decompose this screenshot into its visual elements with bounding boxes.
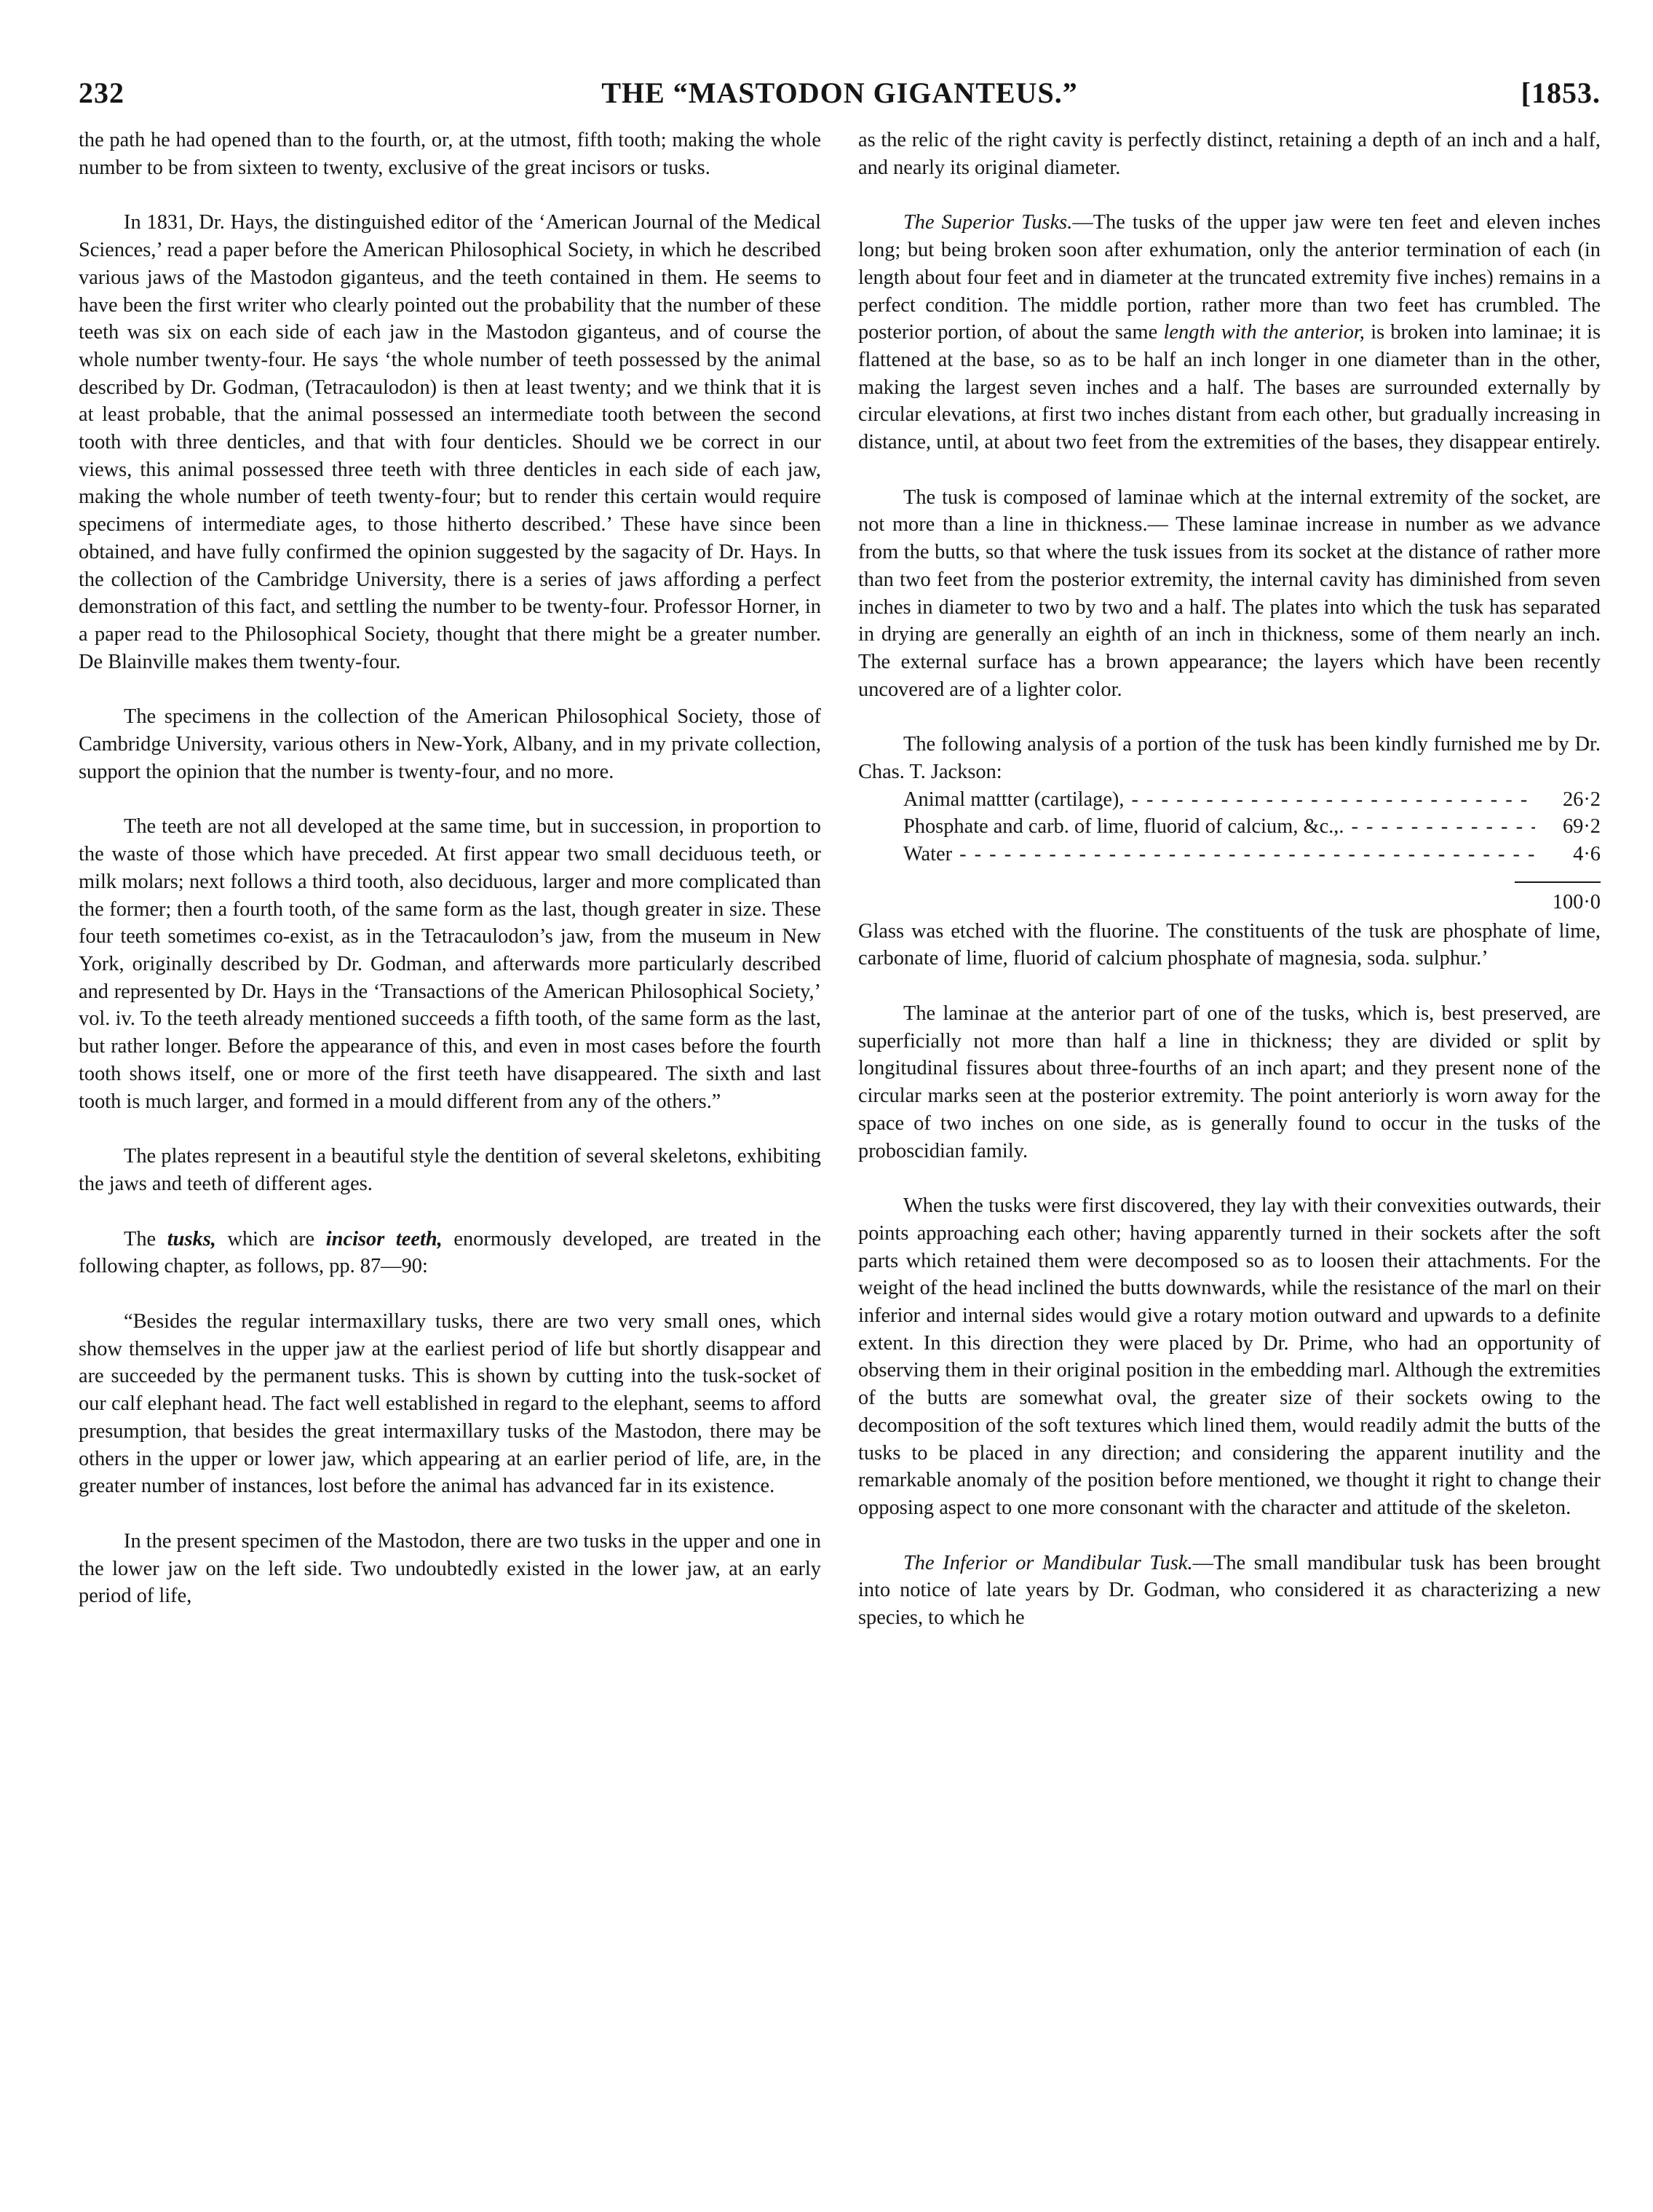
section-heading-superior-tusks: The Superior Tusks. — [903, 211, 1073, 234]
page-header — [79, 70, 1601, 116]
analysis-label: Phosphate and carb. of lime, fluorid of calcium, &c.,. — [903, 815, 1344, 839]
analysis-label: Animal mattter (cartilage), — [903, 788, 1125, 811]
left-column — [79, 127, 821, 1632]
two-column-body — [79, 127, 1601, 1632]
text-run: enormously developed, are treated in the following chapter, as follows, pp. 87—90: — [79, 1227, 821, 1278]
paragraph: In 1831, Dr. Hays, the distinguished editor of the ‘American Journal of the Medical Sciences,’ read a paper before the American Philosophical Society, in which he described various jaws of the Mastodon giganteus, and the teeth contained in them. He seems to have been the first writer who clearly pointed out the probability that the number of these teeth was six on each side of each jaw in the Mastodon giganteus, and of course the whole number twenty-four. He says ‘the whole number of teeth possessed by the animal described by Dr. Godman, (Tetracaulodon) is then at least twenty; and we think that it is at least probable, that the animal possessed an intermediate tooth between the second tooth with three denticles, and that with four denticles. Should we be correct in our views, this animal possessed three teeth with three denticles in each side of each jaw, making the whole number of teeth twenty-four; but to render this certain would require specimens of intermediate ages, to those hitherto described.’ These have since been obtained, and have fully confirmed the opinion suggested by the sagacity of Dr. Hays. In the collection of the Cambridge University, there is a series of jaws affording a perfect demonstration of this fact, and settling the number to be twenty-four. Professor Horner, in a paper read to the Philosophical Society, thought that there might be a greater number. De Blainville makes them twenty-four. — [79, 211, 821, 673]
analysis-value: 69·2 — [1562, 815, 1601, 839]
paragraph: When the tusks were first discovered, they lay with their convexities outwards, their points approaching each other; having apparently turned in their sockets after the soft parts which retained them were decomposed so as to loosen their attachments. For the weight of the head inclined the butts downwards, while the resistance of the marl on their inferior and internal sides would give a rotary motion outward and upwards to a definite extent. In this direction they were placed by Dr. Prime, who had an opportunity of observing them in their original position in the embedding marl. Although the extremities of the butts are somewhat oval, the greater size of their sockets owing to the decomposition of the soft textures which lined them, would readily admit the butts of the tusks to be placed in any direction; and considering the apparent inutility and the remarkable anomaly of the position before mentioned, we thought it right to change their opposing aspect to one more consonant with the character and attitude of the skeleton. — [858, 1194, 1601, 1519]
text-run: is broken into laminae; it is flattened at the base, so as to be half an inch longer in one diameter than in the other, making the largest seven inches and a half. The bases are surrounded externally by circular elevations, at first two inches distant from each other, but gradually increasing in distance, until, at about two feet from the extremities of the bases, they disappear entirely. — [858, 321, 1601, 454]
total-rule — [1515, 881, 1601, 883]
analysis-value: 26·2 — [1562, 788, 1601, 811]
right-column — [858, 127, 1601, 1632]
text-run: —The tusks of the upper jaw were ten feet and eleven inches long; but being broken soon after exhumation, only the anterior termination of each (in length about four feet and in diameter at the truncated extremity five inches) remains in a perfect condition. The middle portion, rather more than two feet has crumbled. The posterior portion, of about the same — [858, 211, 1601, 344]
dot-leader — [1352, 813, 1536, 841]
section-heading-inferior-tusk: The Inferior or Mandibular Tusk. — [903, 1551, 1193, 1574]
dot-leader — [1131, 786, 1535, 814]
italic-term: length with the anterior, — [1163, 321, 1365, 344]
paragraph: The plates represent in a beautiful style the dentition of several skeletons, exhibiting the jaws and teeth of different ages. — [79, 1145, 821, 1195]
paragraph: The specimens in the collection of the American Philosophical Society, those of Cambridge University, various others in New-York, Albany, and in my private collection, support the opinion that the number is twenty-four, and no more. — [79, 705, 821, 783]
analysis-total: 100·0 — [1552, 890, 1601, 913]
running-title: THE “MASTODON GIGANTEUS.” — [601, 76, 1078, 109]
italic-term: incisor teeth, — [325, 1227, 443, 1250]
analysis-row — [903, 786, 1601, 814]
dot-leader — [959, 841, 1535, 868]
analysis-row — [903, 841, 1601, 868]
paragraph: The following analysis of a portion of the tusk has been kindly furnished me by Dr. Chas. T. Jackson: — [858, 733, 1601, 784]
paragraph — [858, 1550, 1601, 1632]
text-run: The — [124, 1227, 167, 1250]
analysis-table — [903, 786, 1601, 916]
analysis-row — [903, 813, 1601, 841]
paragraph — [79, 1226, 821, 1280]
paragraph: In the present specimen of the Mastodon, there are two tusks in the upper and one in the lower jaw on the left side. Two undoubtedly existed in the lower jaw, at an early period of life, — [79, 1529, 821, 1608]
paragraph: Glass was etched with the fluorine. The constituents of the tusk are phosphate of lime, carbonate of lime, fluorid of calcium phosphate of magnesia, soda. sulphur.’ — [858, 919, 1601, 970]
paragraph: as the relic of the right cavity is perfectly distinct, retaining a depth of an inch and a half, and nearly its original diameter. — [858, 129, 1601, 179]
paragraph: The tusk is composed of laminae which at the internal extremity of the socket, are not more than a line in thickness.— These laminae increase in number as we advance from the butts, so that where the tusk issues from its socket at the distance of rather more than two feet from the posterior extremity, the internal cavity has diminished from seven inches in diameter to two by two and a half. The plates into which the tusk has separated in drying are generally an eighth of an inch in thickness, some of them nearly an inch. The external surface has a brown appearance; the layers which have been recently uncovered are of a lighter color. — [858, 485, 1601, 701]
page-number: 232 — [79, 76, 124, 109]
analysis-label: Water — [903, 843, 953, 866]
paragraph: The laminae at the anterior part of one of the tusks, which is, best preserved, are superficially not more than half a line in thickness; they are divided or split by longitudinal fissures about three-fourths of an inch apart; and they present none of the circular marks seen at the posterior extremity. The point anteriorly is worn away for the space of two inches on one side, as is generally found to occur in the tusks of the proboscidian family. — [858, 1002, 1601, 1162]
italic-term: tusks, — [167, 1227, 216, 1250]
paragraph: The teeth are not all developed at the same time, but in succession, in proportion to the waste of those which have preceded. At first appear two small deciduous teeth, or milk molars; next follows a third tooth, also deciduous, larger and more complicated than the former; then a fourth tooth, of the same form as the last, though greater in size. These four teeth sometimes co-exist, as in the Tetracaulodon’s jaw, from the museum in New York, originally described by Dr. Godman, and afterwards more particularly described and represented by Dr. Hays in the ‘Transactions of the American Philosophical Society,’ vol. iv. To the teeth already mentioned succeeds a fifth tooth, of the same form as the last, but rather longer. Before the appearance of this, and even in most cases before the fourth tooth shows itself, one or more of the first teeth have disappeared. The sixth and last tooth is much larger, and formed in a mould different from any of the others.” — [79, 815, 821, 1113]
text-run: which are — [215, 1227, 326, 1250]
header-year: [1853. — [1521, 76, 1601, 109]
text-run: —The small mandibular tusk has been brought into notice of late years by Dr. Godman, who considered it as characterizing a new species, to which he — [858, 1551, 1601, 1630]
analysis-value: 4·6 — [1573, 843, 1601, 866]
block-quote: “Besides the regular intermaxillary tusks, there are two very small ones, which show themselves in the upper jaw at the earliest period of life but shortly disappear and are succeeded by the permanent tusks. This is shown by cutting into the tusk-socket of our calf elephant head. The fact well established in regard to the elephant, seems to afford presumption, that besides the great intermaxillary tusks of the Mastodon, there may be others in the upper or lower jaw, which appearing at an earlier period of life, are, in the greater number of instances, lost before the animal has advanced far in its existence. — [79, 1310, 821, 1498]
paragraph: the path he had opened than to the fourth, or, at the utmost, fifth tooth; making the whole number to be from sixteen to twenty, exclusive of the great incisors or tusks. — [79, 129, 821, 179]
paragraph — [858, 209, 1601, 456]
